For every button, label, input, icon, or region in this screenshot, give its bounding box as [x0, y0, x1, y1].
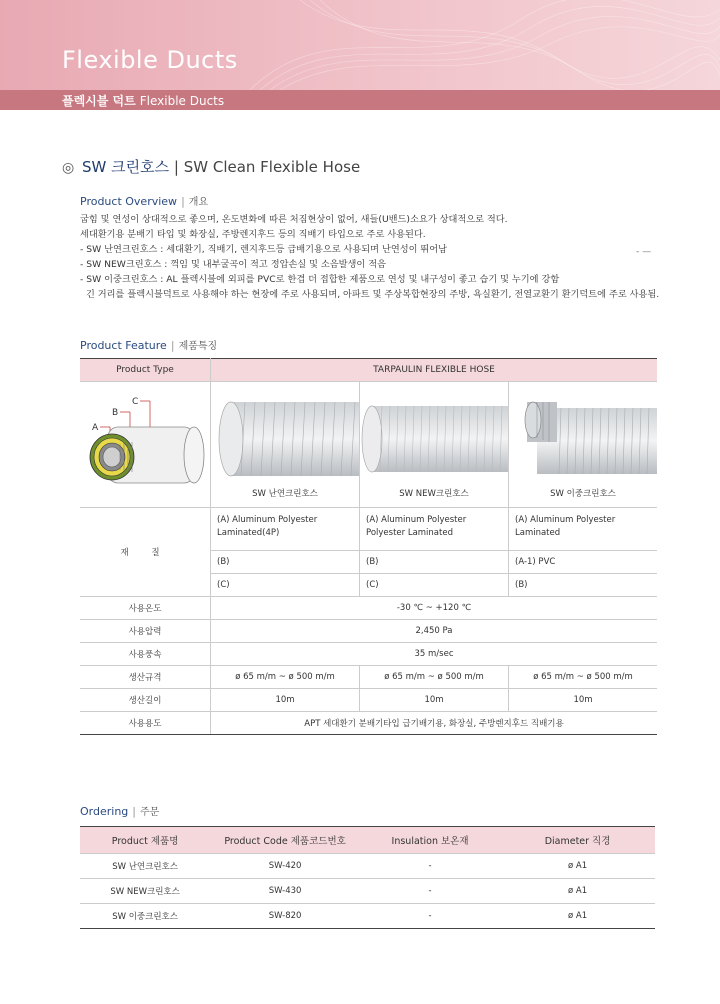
table-row — [80, 879, 655, 904]
spec-label: 생산규격 — [80, 666, 211, 689]
spec-value: ø 65 m/m ~ ø 500 m/m — [211, 666, 360, 689]
material-label-cell — [80, 508, 211, 597]
image-row — [80, 382, 657, 508]
cell-diameter: ø A1 — [500, 879, 655, 904]
pressure-label: 사용압력 — [80, 620, 211, 643]
cell-product: SW NEW크린호스 — [80, 879, 210, 904]
cell-insulation: - — [360, 904, 500, 929]
cell-product: SW 난연크린호스 — [80, 854, 210, 879]
label-separator: | — [170, 339, 175, 352]
overview-line: 긴 거리를 플렉시블덕트로 사용해야 하는 현장에 주로 사용되며, 아파트 및 주상복합현장의 주방, 욕실환기, 전열교환기 환기덕트에 주로 사용됨. — [86, 289, 660, 300]
temp-row — [80, 597, 657, 620]
product-type-header: Product Type — [80, 359, 211, 382]
pressure-value: 2,450 Pa — [211, 620, 658, 643]
length-label: 생산길이 — [80, 689, 211, 712]
hose-photo-3 — [509, 382, 657, 504]
overview-line: - SW 이중크린호스 : AL 플렉시블에 외피를 PVC로 한겹 더 접합한 제품으로 연성 및 내구성이 좋고 습기 및 누기에 강함 — [80, 274, 560, 285]
cell-diameter: ø A1 — [500, 904, 655, 929]
overview-label — [80, 193, 208, 208]
page-title: Flexible Ducts — [62, 46, 238, 74]
feature-table — [80, 358, 657, 735]
product-name-1: SW 난연크린호스 — [252, 489, 318, 499]
material-cell: (B) — [211, 551, 360, 574]
hose-cross-section-diagram — [80, 382, 210, 504]
overview-line: 세대환기용 분배기 타입 및 화장실, 주방렌지후드 등의 직배기 타입으로 주로 사용된다. — [80, 229, 426, 240]
material-text: (A) Aluminum Polyester Polyester Laminated — [366, 515, 467, 538]
spec-value: ø 65 m/m ~ ø 500 m/m — [360, 666, 509, 689]
material-cell: (B) — [360, 551, 509, 574]
pressure-row — [80, 620, 657, 643]
cell-insulation: - — [360, 879, 500, 904]
overview-line: 굽힘 및 연성이 상대적으로 좋으며, 온도변화에 따른 처짐현상이 없어, 새들(U밴드)소요가 상대적으로 적다. — [80, 214, 508, 225]
wind-label: 사용풍속 — [80, 643, 211, 666]
product-image-cell-1 — [211, 382, 360, 508]
table-row — [80, 854, 655, 879]
ordering-label — [80, 803, 159, 818]
hose-photo-2 — [360, 382, 508, 504]
diagram-label-c: C — [132, 397, 139, 407]
section-title-en: SW Clean Flexible Hose — [183, 158, 361, 176]
subtitle-en: Flexible Ducts — [139, 94, 225, 108]
ordering-label-kr: 주문 — [140, 807, 160, 818]
material-cell: (C) — [211, 574, 360, 597]
diagram-label-b: B — [112, 408, 119, 418]
ordering-header-row — [80, 827, 655, 854]
material-cell: (B) — [509, 574, 658, 597]
feature-label — [80, 337, 217, 352]
header-banner — [0, 0, 720, 90]
hose-header: TARPAULIN FLEXIBLE HOSE — [211, 359, 658, 382]
hose-diagram-cell — [80, 382, 211, 508]
material-label: 재 질 — [120, 548, 170, 558]
overview-text — [80, 212, 700, 302]
cell-product: SW 이중크린호스 — [80, 904, 210, 929]
temp-label: 사용온도 — [80, 597, 211, 620]
subtitle-kr: 플렉시블 덕트 — [62, 94, 136, 108]
use-value: APT 세대환기 분배기타입 급기배기용, 화장실, 주방렌지후드 직배기용 — [211, 712, 658, 735]
diagram-label-a: A — [92, 423, 99, 433]
product-image-cell-3 — [509, 382, 658, 508]
cell-code: SW-430 — [210, 879, 360, 904]
overview-line: - SW NEW크린호스 : 꺽임 및 내부굴곡이 적고 정압손실 및 소음발생이 적음 — [80, 259, 386, 270]
use-label: 사용용도 — [80, 712, 211, 735]
wind-value: 35 m/sec — [211, 643, 658, 666]
section-heading — [62, 156, 360, 177]
feature-header-row — [80, 359, 657, 382]
overview-line: - SW 난연크린호스 : 세대환기, 직배기, 렌지후드등 급배기용으로 사용되며 난연성이 뛰어남 — [80, 244, 448, 255]
material-row-1 — [80, 508, 657, 551]
product-name-2: SW NEW크린호스 — [399, 489, 469, 499]
col-header-product: Product 제품명 — [80, 827, 210, 854]
length-value: 10m — [211, 689, 360, 712]
material-cell: (A-1) PVC — [509, 551, 658, 574]
product-image-cell-2 — [360, 382, 509, 508]
col-header-insulation: Insulation 보온재 — [360, 827, 500, 854]
label-separator: | — [132, 805, 136, 818]
ordering-table — [80, 826, 655, 929]
material-cell — [211, 508, 360, 551]
feature-label-en: Product Feature — [80, 339, 167, 352]
spec-value: ø 65 m/m ~ ø 500 m/m — [509, 666, 658, 689]
col-header-code: Product Code 제품코드번호 — [210, 827, 360, 854]
dash-mark: - — — [636, 247, 652, 257]
overview-label-kr: 개요 — [188, 197, 209, 208]
length-row — [80, 689, 657, 712]
section-title-kr: SW 크린호스 — [82, 158, 170, 176]
temp-value: -30 ℃ ~ +120 ℃ — [211, 597, 658, 620]
banner-wave-decoration — [0, 0, 720, 90]
overview-label-en: Product Overview — [80, 195, 178, 208]
feature-label-kr: 제품특징 — [178, 341, 218, 352]
material-text: (A) Aluminum Polyester Laminated — [515, 515, 616, 538]
cell-diameter: ø A1 — [500, 854, 655, 879]
use-row — [80, 712, 657, 735]
material-cell — [360, 508, 509, 551]
label-separator: | — [181, 195, 185, 208]
material-text: (A) Aluminum Polyester Laminated(4P) — [217, 515, 318, 538]
material-cell — [509, 508, 658, 551]
length-value: 10m — [360, 689, 509, 712]
cell-code: SW-420 — [210, 854, 360, 879]
material-cell: (C) — [360, 574, 509, 597]
section-separator: | — [173, 158, 179, 176]
table-row — [80, 904, 655, 929]
ordering-label-en: Ordering — [80, 805, 129, 818]
section-marker-icon: ◎ — [62, 160, 75, 176]
subtitle — [62, 92, 224, 109]
cell-code: SW-820 — [210, 904, 360, 929]
col-header-diameter: Diameter 직경 — [500, 827, 655, 854]
cell-insulation: - — [360, 854, 500, 879]
length-value: 10m — [509, 689, 658, 712]
wind-row — [80, 643, 657, 666]
product-name-3: SW 이중크린호스 — [550, 489, 616, 499]
hose-photo-1 — [211, 382, 359, 504]
spec-row — [80, 666, 657, 689]
